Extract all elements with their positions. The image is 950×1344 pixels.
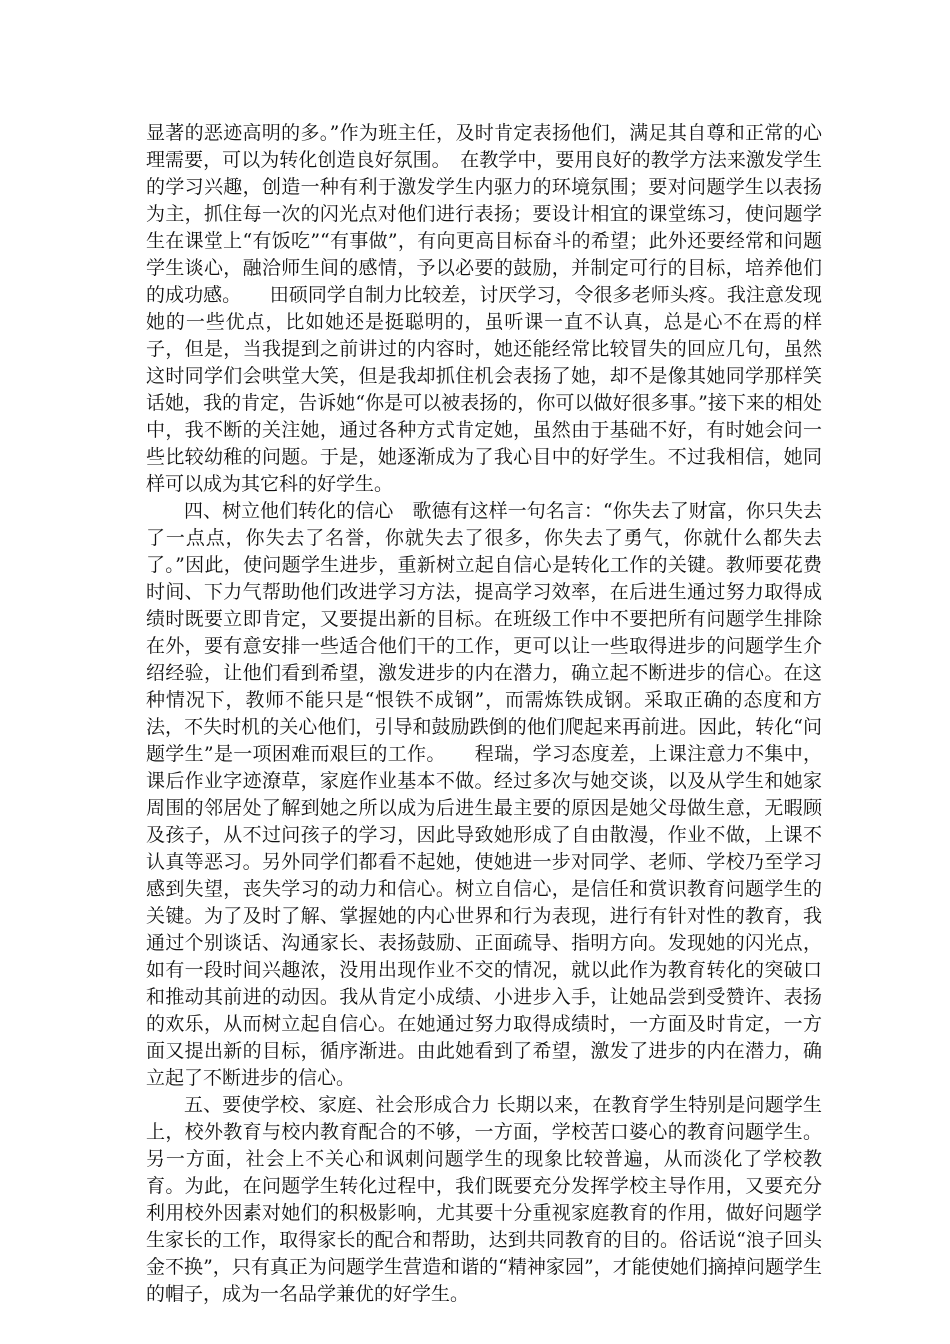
paragraph-section-five: 五、要使学校、家庭、社会形成合力 长期以来，在教育学生特别是问题学生上，校外教育与校内教育配合的不够，一方面，学校苦口婆心的教育问题学生。另一方面，社会上不关心和讽刺问题学生的现象比较普遍，从而淡化了学校教育。为此，在问题学生转化过程中，我们既要充分发挥学校主导作用，又要充分利用校外因素对她们的积极影响，尤其要十分重视家庭教育的作用，做好问题学生家长的工作，取得家长的配合和帮助，达到共同教育的目的。俗话说“浪子回头金不换”，只有真正为问题学生营造和谐的“精神家园”，才能使她们摘掉问题学生的帽子，成为一名品学兼优的好学生。 — [146, 1094, 822, 1305]
paragraph-continuation: 显著的恶迹高明的多。”作为班主任，及时肯定表扬他们，满足其自尊和正常的心理需要，可以为转化创造良好氛围。 在教学中，要用良好的教学方法来激发学生的学习兴趣，创造一种有利于激发学生内驱力的环境氛围；要对问题学生以表扬为主，抓住每一次的闪光点对他们进行表扬；要设计相宜的课堂练习，使问题学生在课堂上“有饭吃”“有事做”，有向更高目标奋斗的希望；此外还要经常和问题学生谈心，融洽师生间的感情，予以必要的鼓励，并制定可行的目标，培养他们的成功感。 田硕同学自制力比较差，讨厌学习，令很多老师头疼。我注意发现她的一些优点，比如她还是挺聪明的，虽听课一直不认真，总是心不在焉的样子，但是，当我提到之前讲过的内容时，她还能经常比较冒失的回应几句，虽然这时同学们会哄堂大笑，但是我却抓住机会表扬了她，却不是像其她同学那样笑话她，我的肯定，告诉她“你是可以被表扬的，你可以做好很多事。”接下来的相处中，我不断的关注她，通过各种方式肯定她，虽然由于基础不好，有时她会问一些比较幼稚的问题。于是，她逐渐成为了我心目中的好学生。不过我相信，她同样可以成为其它科的好学生。 — [146, 122, 822, 495]
document-page — [146, 120, 822, 1308]
paragraph-section-four: 四、树立他们转化的信心 歌德有这样一句名言：“你失去了财富，你只失去了一点点，你失去了名誉，你就失去了很多，你失去了勇气，你就什么都失去了。”因此，使问题学生进步，重新树立起自信心是转化工作的关键。教师要花费时间、下力气帮助他们改进学习方法，提高学习效率，在后进生通过努力取得成绩时既要立即肯定，又要提出新的目标。在班级工作中不要把所有问题学生排除在外，要有意安排一些适合他们干的工作，更可以让一些取得进步的问题学生介绍经验，让他们看到希望，激发进步的内在潜力，确立起不断进步的信心。在这种情况下，教师不能只是“恨铁不成钢”，而需炼铁成钢。采取正确的态度和方法，不失时机的关心他们，引导和鼓励跌倒的他们爬起来再前进。因此，转化“问题学生”是一项困难而艰巨的工作。 程瑞，学习态度差，上课注意力不集中，课后作业字迹潦草，家庭作业基本不做。经过多次与她交谈，以及从学生和她家周围的邻居处了解到她之所以成为后进生最主要的原因是她父母做生意，无暇顾及孩子，从不过问孩子的学习，因此导致她形成了自由散漫，作业不做，上课不认真等恶习。另外同学们都看不起她，使她进一步对同学、老师、学校乃至学习感到失望，丧失学习的动力和信心。树立自信心，是信任和赏识教育问题学生的关键。为了及时了解、掌握她的内心世界和行为表现，进行有针对性的教育，我通过个别谈话、沟通家长、表扬鼓励、正面疏导、指明方向。发现她的闪光点，如有一段时间兴趣浓，没用出现作业不交的情况，就以此作为教育转化的突破口和推动其前进的动因。我从肯定小成绩、小进步入手，让她品尝到受赞许、表扬的欢乐，从而树立起自信心。在她通过努力取得成绩时，一方面及时肯定，一方面又提出新的目标，循序渐进。由此她看到了希望，激发了进步的内在潜力，确立起了不断进步的信心。 — [146, 500, 822, 1089]
